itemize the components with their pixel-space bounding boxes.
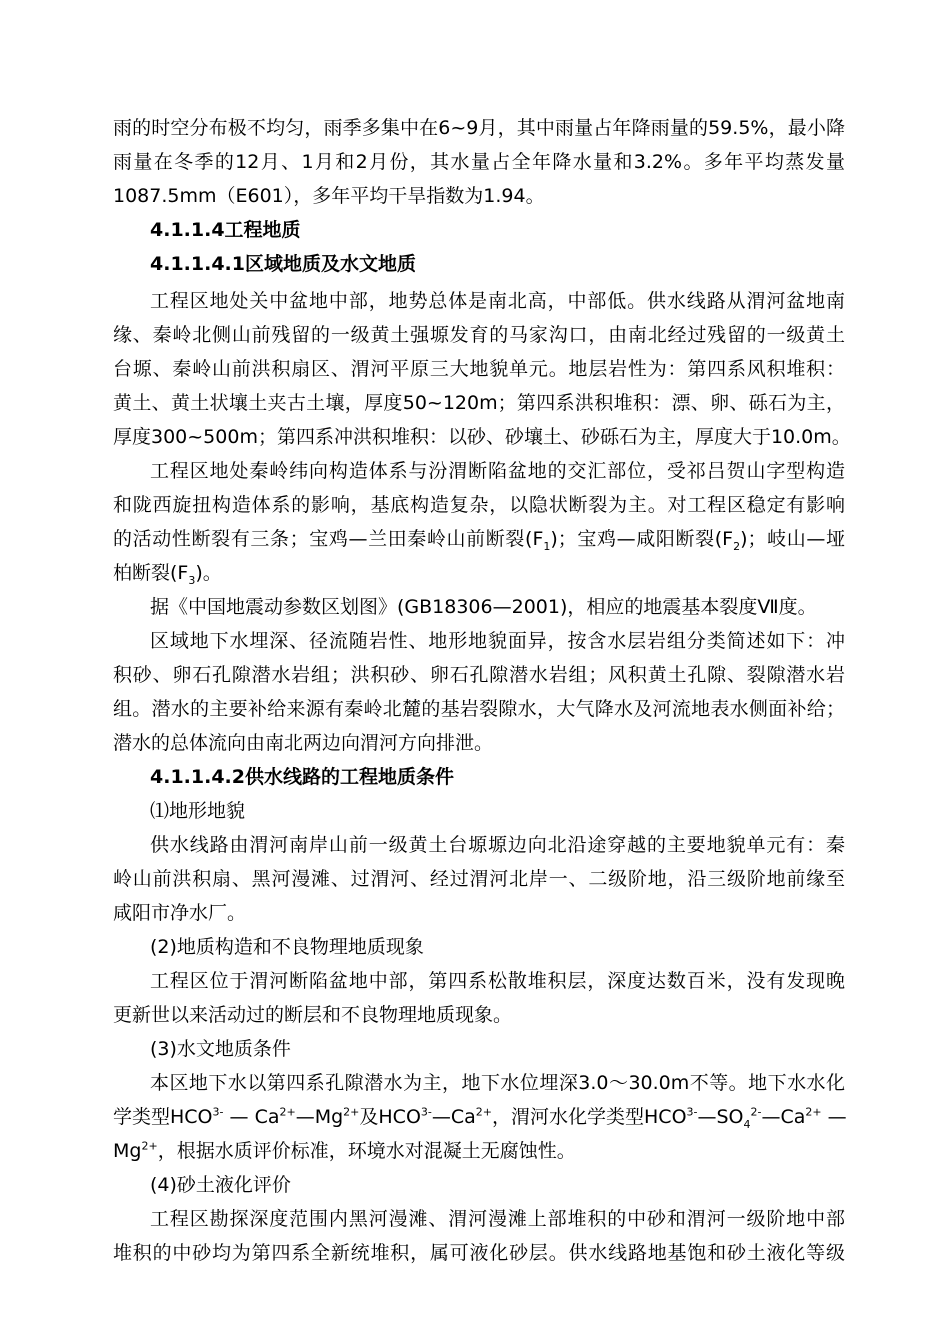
subscript: 3	[188, 573, 196, 587]
paragraph-line: 潜水的总体流向由南北两边向渭河方向排泄。	[113, 732, 494, 754]
paragraph-line: 1087.5mm（E601），多年平均干旱指数为1.94。	[113, 185, 545, 207]
superscript: 2+	[805, 1105, 822, 1119]
text-run: ，根据水质评价标准，环境水对混凝土无腐蚀性。	[157, 1140, 576, 1162]
superscript: 3-	[212, 1105, 224, 1119]
superscript: 2+	[475, 1105, 493, 1119]
item-heading: (2)地质构造和不良物理地质现象	[150, 936, 424, 958]
paragraph-line: 组。潜水的主要补给来源有秦岭北麓的基岩裂隙水，大气降水及河流地表水侧面补给；	[113, 698, 845, 720]
section-heading: 4.1.1.4工程地质	[150, 219, 301, 241]
item-heading: (4)砂土液化评价	[150, 1174, 291, 1196]
subscript: 4	[743, 1117, 751, 1131]
text-run: )；宝鸡—咸阳断裂(F	[550, 528, 734, 550]
text-run: 柏断裂(F	[113, 562, 189, 584]
superscript: 3-	[420, 1105, 432, 1119]
paragraph-line-with-subscripts	[113, 561, 845, 585]
paragraph-line: 工程区勘探深度范围内黑河漫滩、渭河漫滩上部堆积的中砂和渭河一级阶地中部	[150, 1208, 845, 1230]
item-heading: (3)水文地质条件	[150, 1038, 291, 1060]
text-run: )；岐山—垭	[740, 528, 845, 550]
paragraph-line: 黄土、黄土状壤土夹古土壤，厚度50~120m；第四系洪积堆积：漂、卵、砾石为主，	[113, 392, 845, 414]
item-heading: ⑴地形地貌	[150, 800, 246, 822]
text-run: )。	[195, 562, 222, 584]
text-run: —Ca	[761, 1106, 806, 1128]
text-run: 学类型HCO	[113, 1106, 213, 1128]
subsection-heading: 4.1.1.4.2供水线路的工程地质条件	[150, 766, 454, 788]
subscript: 1	[543, 539, 551, 553]
paragraph-line: 咸阳市净水厂。	[113, 902, 247, 924]
paragraph-line: 本区地下水以第四系孔隙潜水为主，地下水位埋深3.0～30.0m不等。地下水水化	[150, 1072, 845, 1094]
paragraph-line: 堆积的中砂均为第四系全新统堆积，属可液化砂层。供水线路地基饱和砂土液化等级	[113, 1242, 845, 1264]
paragraph-line: 区域地下水埋深、径流随岩性、地形地貌面异，按含水层岩组分类简述如下：冲	[150, 630, 845, 652]
paragraph-line: 和陇西旋扭构造体系的影响，基底构造复杂，以隐状断裂为主。对工程区稳定有影响	[113, 494, 845, 516]
text-run: —Ca	[431, 1106, 476, 1128]
subsection-heading: 4.1.1.4.1区域地质及水文地质	[150, 253, 416, 275]
text-run: Mg	[113, 1140, 142, 1162]
text-run: — Ca	[223, 1106, 280, 1128]
paragraph-line: 工程区地处关中盆地中部，地势总体是南北高，中部低。供水线路从渭河盆地南	[150, 290, 845, 312]
paragraph-line-with-subscripts	[113, 527, 845, 551]
paragraph-line: 岭山前洪积扇、黑河漫滩、过渭河、经过渭河北岸一、二级阶地，沿三级阶地前缘至	[113, 868, 845, 890]
paragraph-line: 供水线路由渭河南岸山前一级黄土台塬塬边向北沿途穿越的主要地貌单元有：秦	[150, 834, 845, 856]
paragraph-line: 工程区位于渭河断陷盆地中部，第四系松散堆积层，深度达数百米，没有发现晚	[150, 970, 845, 992]
paragraph-line: 雨的时空分布极不均匀，雨季多集中在6~9月，其中雨量占年降雨量的59.5%，最小降	[113, 117, 845, 139]
text-run: —	[821, 1106, 847, 1128]
superscript: 3-	[686, 1105, 698, 1119]
text-run: 的活动性断裂有三条；宝鸡—兰田秦岭山前断裂(F	[113, 528, 544, 550]
text-run: —Mg	[295, 1106, 344, 1128]
superscript: 2+	[141, 1139, 158, 1153]
paragraph-line: 厚度300~500m；第四系冲洪积堆积：以砂、砂壤土、砂砾石为主，厚度大于10.0m。	[113, 426, 851, 448]
paragraph-line: 缘、秦岭北侧山前残留的一级黄土强塬发育的马家沟口，由南北经过残留的一级黄土	[113, 324, 845, 346]
paragraph-line: 台塬、秦岭山前洪积扇区、渭河平原三大地貌单元。地层岩性为：第四系风积堆积：	[113, 358, 845, 380]
paragraph-line: 积砂、卵石孔隙潜水岩组；洪积砂、卵石孔隙潜水岩组；风积黄土孔隙、裂隙潜水岩	[113, 664, 845, 686]
subscript: 2	[733, 539, 741, 553]
text-run: 及HCO	[359, 1106, 421, 1128]
paragraph-line: 雨量在冬季的12月、1月和2月份，其水量占全年降水量和3.2%。多年平均蒸发量	[113, 151, 845, 173]
text-run: ，渭河水化学类型HCO	[492, 1106, 687, 1128]
superscript: 2-	[750, 1105, 762, 1119]
superscript: 2+	[343, 1105, 360, 1119]
paragraph-line: 据《中国地震动参数区划图》(GB18306—2001)，相应的地震基本裂度Ⅶ度。	[150, 596, 817, 618]
superscript: 2+	[279, 1105, 296, 1119]
paragraph-line-with-formulas	[113, 1139, 845, 1163]
text-run: —SO	[697, 1106, 744, 1128]
paragraph-line: 工程区地处秦岭纬向构造体系与汾渭断陷盆地的交汇部位，受祁吕贺山字型构造	[150, 460, 845, 482]
paragraph-line-with-formulas	[113, 1105, 845, 1129]
paragraph-line: 更新世以来活动过的断层和不良物理地质现象。	[113, 1004, 513, 1026]
